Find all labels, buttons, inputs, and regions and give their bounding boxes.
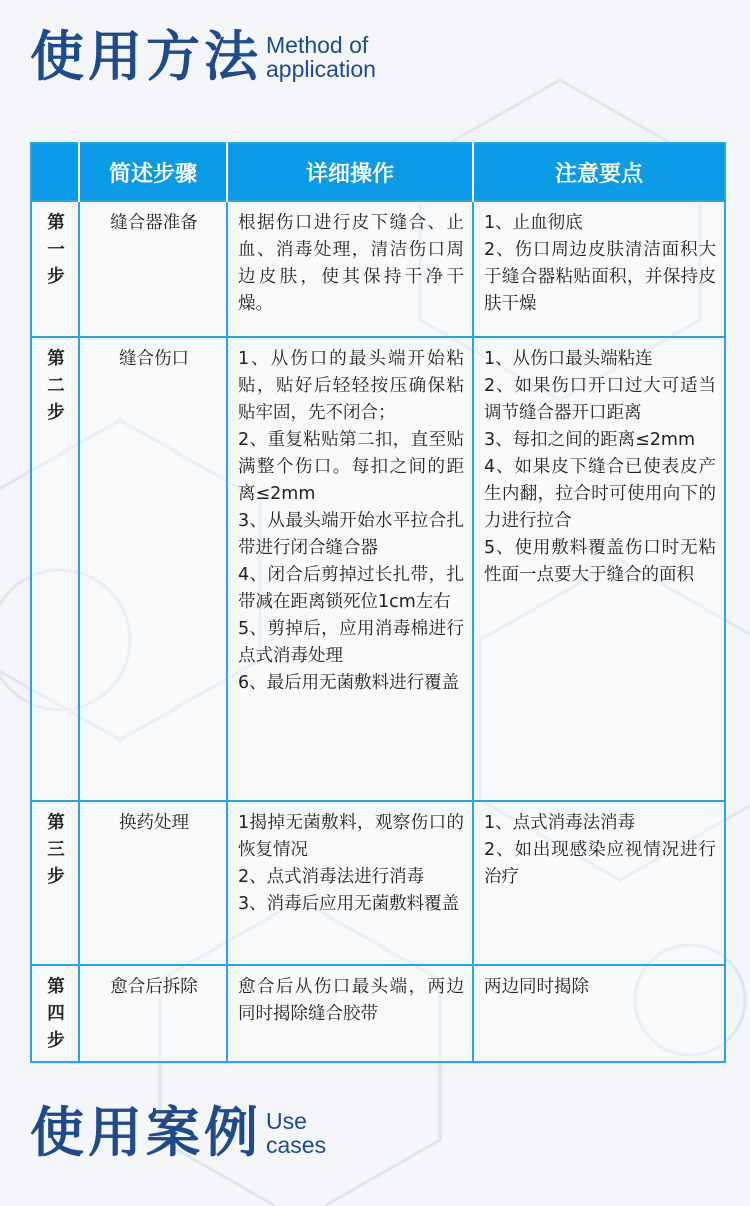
step-note: 1、从伤口最头端粘连 2、如果伤口开口过大可适当调节缝合器开口距离 3、每扣之间的距离≤2mm 4、如果皮下缝合已使表皮产生内翻，拉合时可使用向下的力进行拉合 5、使用敷料覆盖伤口时无粘性面一点要大于缝合的面积 [473, 337, 725, 801]
section-title-en: Use cases [266, 1108, 327, 1158]
table-header-row [31, 143, 725, 201]
step-summary: 缝合伤口 [79, 337, 227, 801]
step-label: 第二步 [31, 337, 79, 801]
table-row [31, 337, 725, 801]
section-title-en: Method of application [266, 32, 376, 82]
section-heading-method [30, 25, 376, 88]
step-summary: 缝合器准备 [79, 201, 227, 337]
step-note: 1、点式消毒法消毒 2、如出现感染应视情况进行治疗 [473, 801, 725, 965]
section-heading-cases [30, 1101, 327, 1164]
step-note: 两边同时揭除 [473, 965, 725, 1062]
step-summary: 换药处理 [79, 801, 227, 965]
table-row [31, 201, 725, 337]
step-detail: 愈合后从伤口最头端，两边同时揭除缝合胶带 [227, 965, 473, 1062]
header-summary: 简述步骤 [79, 143, 227, 201]
step-note: 1、止血彻底 2、伤口周边皮肤清洁面积大于缝合器粘贴面积，并保持皮肤干燥 [473, 201, 725, 337]
step-detail: 根据伤口进行皮下缝合、止血、消毒处理，清洁伤口周边皮肤，使其保持干净干燥。 [227, 201, 473, 337]
table-row [31, 965, 725, 1062]
step-label: 第四步 [31, 965, 79, 1062]
section-title-cn: 使用案例 [30, 1101, 262, 1164]
step-label: 第三步 [31, 801, 79, 965]
table-row [31, 801, 725, 965]
section-title-cn: 使用方法 [30, 25, 262, 88]
header-step [31, 143, 79, 201]
header-detail: 详细操作 [227, 143, 473, 201]
step-label: 第一步 [31, 201, 79, 337]
step-detail: 1、从伤口的最头端开始粘贴，贴好后轻轻按压确保粘贴牢固，先不闭合； 2、重复粘贴第二扣，直至贴满整个伤口。每扣之间的距离≤2mm 3、从最头端开始水平拉合扎带进行闭合缝合器 4、闭合后剪掉过长扎带，扎带减在距离锁死位1cm左右 5、剪掉后，应用消毒棉进行点式消毒处理 6、最后用无菌敷料进行覆盖 [227, 337, 473, 801]
step-summary: 愈合后拆除 [79, 965, 227, 1062]
step-detail: 1揭掉无菌敷料，观察伤口的恢复情况 2、点式消毒法进行消毒 3、消毒后应用无菌敷料覆盖 [227, 801, 473, 965]
usage-steps-table [30, 142, 726, 1063]
header-note: 注意要点 [473, 143, 725, 201]
